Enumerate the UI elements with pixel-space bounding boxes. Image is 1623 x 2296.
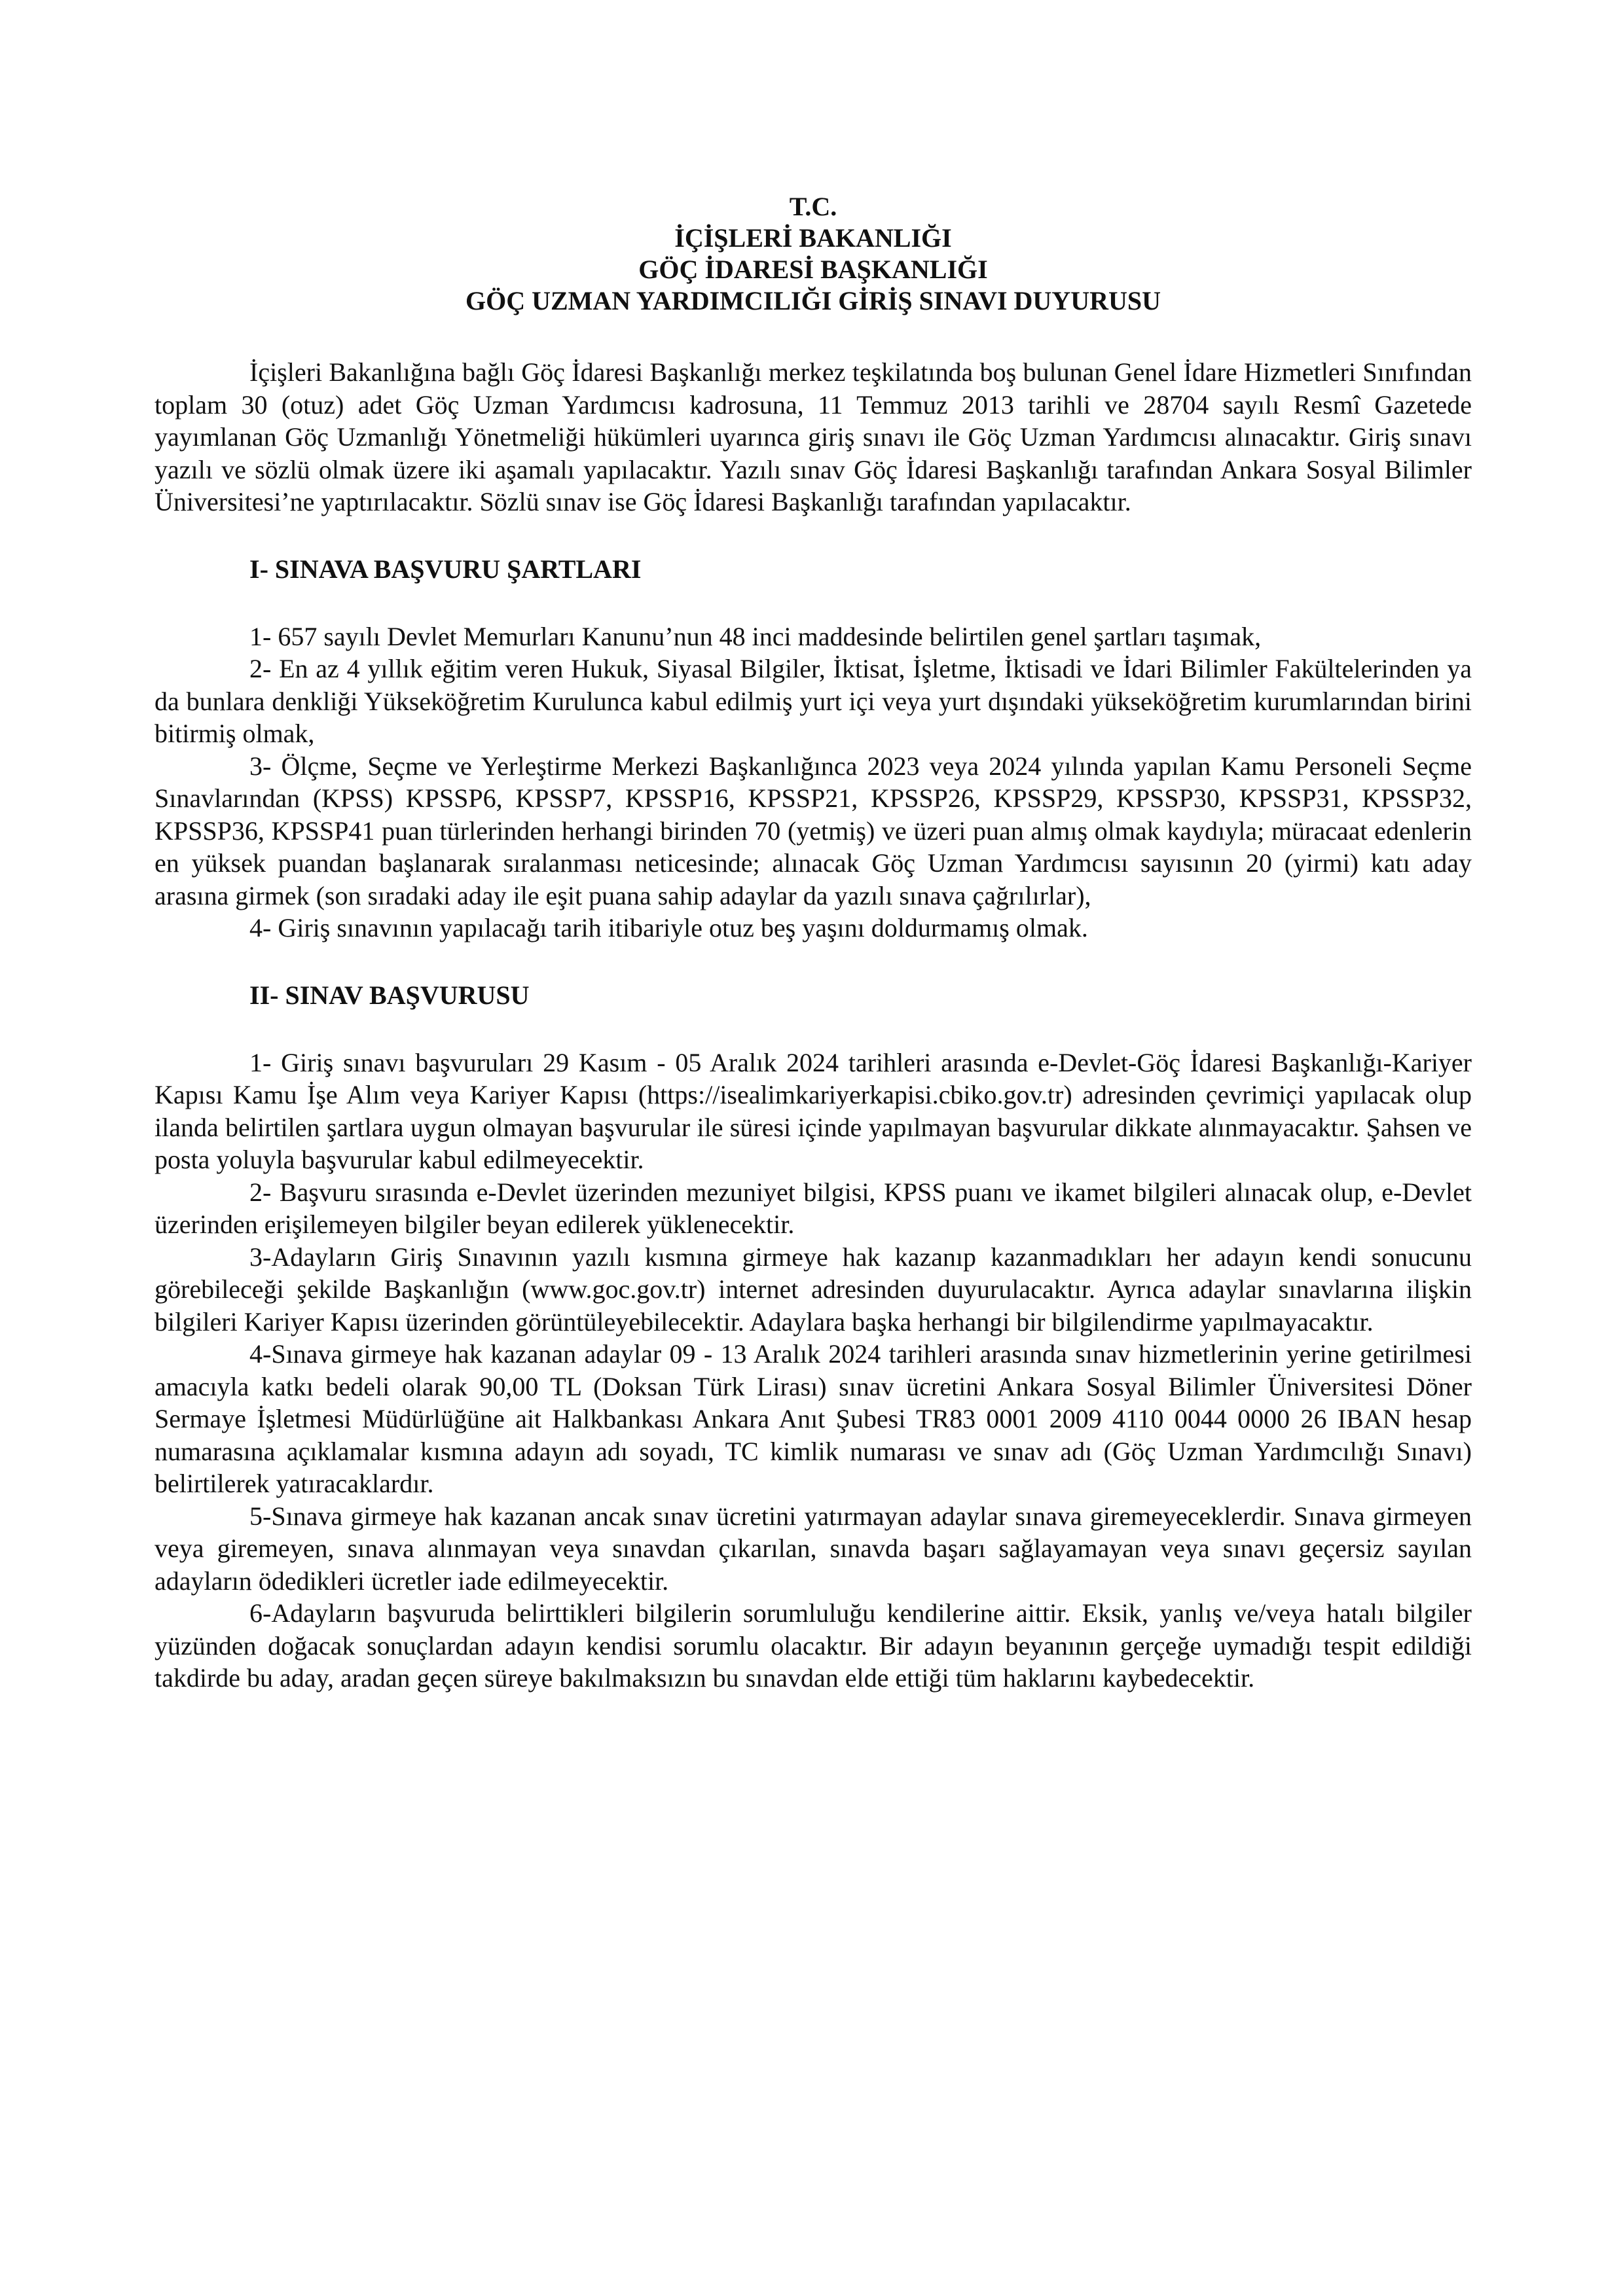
requirement-item: 4- Giriş sınavının yapılacağı tarih itibariyle otuz beş yaşını doldurmamış olmak. — [249, 913, 1088, 942]
application-item: 5-Sınava girmeye hak kazanan ancak sınav ücretini yatırmayan adaylar sınava giremeyeceklerdir. Sınava girmeyen veya giremeyen, sınava alınmayan veya sınavdan çıkarılan, sınavda başarı sağlayamayan veya sınavı geçersiz sayılan adayların ödedikleri ücretler iade edilmeyecektir. — [155, 1501, 1472, 1596]
application-item: 4-Sınava girmeye hak kazanan adaylar 09 - 13 Aralık 2024 tarihleri arasında sınav hizmetlerinin yerine getirilmesi amacıyla katkı bedeli olarak 90,00 TL (Doksan Türk Lirası) sınav ücretini Ankara Sosyal Bilimler Üniversitesi Döner Sermaye İşletmesi Müdürlüğüne ait Halkbankası Ankara Anıt Şubesi TR83 0001 2009 4110 0044 0000 26 IBAN hesap numarasına açıklamalar kısmına adayın adı soyadı, TC kimlik numarası ve sınav adı (Göç Uzman Yardımcılığı Sınavı) belirtilerek yatıracaklardır. — [155, 1339, 1472, 1498]
section-title-requirements: I- SINAVA BAŞVURU ŞARTLARI — [249, 554, 642, 584]
intro-paragraph: İçişleri Bakanlığına bağlı Göç İdaresi Başkanlığı merkez teşkilatında boş bulunan Genel İdare Hizmetleri Sınıfından toplam 30 (otuz) adet Göç Uzman Yardımcısı kadrosuna, 11 Temmuz 2013 tarihli ve 28704 sayılı Resmî Gazetede yayımlanan Göç Uzmanlığı Yönetmeliği hükümleri uyarınca giriş sınavı ile Göç Uzman Yardımcısı alınacaktır. Giriş sınavı yazılı ve sözlü olmak üzere iki aşamalı yapılacaktır. Yazılı sınav Göç İdaresi Başkanlığı tarafından Ankara Sosyal Bilimler Üniversitesi’ne yaptırılacaktır. Sözlü sınav ise Göç İdaresi Başkanlığı tarafından yapılacaktır. — [155, 357, 1472, 516]
header-announcement-title: GÖÇ UZMAN YARDIMCILIĞI GİRİŞ SINAVI DUYURUSU — [465, 286, 1161, 315]
header-ministry: İÇİŞLERİ BAKANLIĞI — [674, 223, 952, 253]
section-title-application: II- SINAV BAŞVURUSU — [249, 980, 530, 1010]
header-republic: T.C. — [789, 192, 837, 221]
document-header — [155, 191, 1472, 317]
requirement-item: 3- Ölçme, Seçme ve Yerleştirme Merkezi Başkanlığınca 2023 veya 2024 yılında yapılan Kamu Personeli Seçme Sınavlarından (KPSS) KPSSP6, KPSSP7, KPSSP16, KPSSP21, KPSSP26, KPSSP29, KPSSP30, KPSSP31, KPSSP32, KPSSP36, KPSSP41 puan türlerinden herhangi birinden 70 (yetmiş) ve üzeri puan almış olmak kaydıyla; müracaat edenlerin en yüksek puandan başlanarak sıralanması neticesinde; alınacak Göç Uzman Yardımcısı sayısının 20 (yirmi) katı aday arasına girmek (son sıradaki aday ile eşit puana sahip adaylar da yazılı sınava çağrılırlar), — [155, 751, 1472, 910]
application-item: 1- Giriş sınavı başvuruları 29 Kasım - 05 Aralık 2024 tarihleri arasında e-Devlet-Göç İdaresi Başkanlığı-Kariyer Kapısı Kamu İşe Alım veya Kariyer Kapısı (https://isealimkariyerkapisi.cbiko.gov.tr) adresinden çevrimiçi yapılacak olup ilanda belirtilen şartlara uygun olmayan başvurular ile süresi içinde yapılmayan başvurular dikkate alınmayacaktır. Şahsen ve posta yoluyla başvurular kabul edilmeyecektir. — [155, 1047, 1472, 1174]
application-item: 2- Başvuru sırasında e-Devlet üzerinden mezuniyet bilgisi, KPSS puanı ve ikamet bilgileri alınacak olup, e-Devlet üzerinden erişilemeyen bilgiler beyan edilerek yüklenecektir. — [155, 1177, 1472, 1239]
application-item: 3-Adayların Giriş Sınavının yazılı kısmına girmeye hak kazanıp kazanmadıkları her adayın kendi sonucunu görebileceği şekilde Başkanlığın (www.goc.gov.tr) internet adresinden duyurulacaktır. Ayrıca adaylar sınavlarına ilişkin bilgileri Kariyer Kapısı üzerinden görüntüleyebilecektir. Adaylara başka herhangi bir bilgilendirme yapılmayacaktır. — [155, 1242, 1472, 1336]
requirement-item: 1- 657 sayılı Devlet Memurları Kanunu’nun 48 inci maddesinde belirtilen genel şartları taşımak, — [249, 621, 1262, 651]
application-item: 6-Adayların başvuruda belirttikleri bilgilerin sorumluluğu kendilerine aittir. Eksik, yanlış ve/veya hatalı bilgiler yüzünden doğacak sonuçlardan adayın kendisi sorumlu olacaktır. Bir adayın beyanının gerçeğe uymadığı tespit edildiği takdirde bu aday, aradan geçen süreye bakılmaksızın bu sınavdan elde ettiği tüm haklarını kaybedecektir. — [155, 1598, 1472, 1693]
header-directorate: GÖÇ İDARESİ BAŞKANLIĞI — [638, 255, 988, 284]
document-content — [155, 191, 1472, 1695]
requirement-item: 2- En az 4 yıllık eğitim veren Hukuk, Siyasal Bilgiler, İktisat, İşletme, İktisadi ve İdari Bilimler Fakültelerinden ya da bunlara denkliği Yükseköğretim Kurulunca kabul edilmiş yurt içi veya yurt dışındaki yükseköğretim kurumlarından birini bitirmiş olmak, — [155, 654, 1472, 748]
